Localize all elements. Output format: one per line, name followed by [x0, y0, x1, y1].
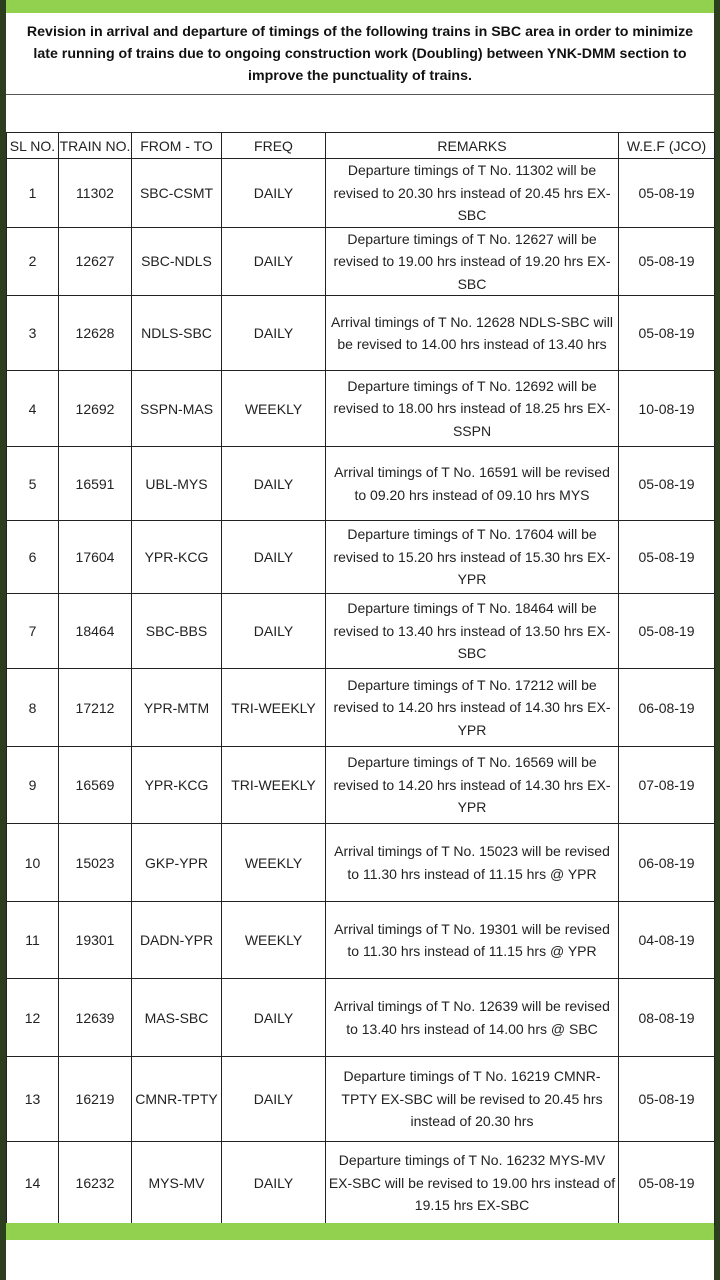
cell-freq: DAILY: [222, 447, 326, 521]
cell-freq: TRI-WEEKLY: [222, 747, 326, 824]
cell-sl-no: 14: [7, 1142, 59, 1225]
cell-wef: 05-08-19: [619, 1142, 715, 1225]
table-row: [7, 447, 715, 521]
cell-wef: 05-08-19: [619, 447, 715, 521]
cell-train-no: 15023: [59, 824, 132, 902]
cell-train-no: 18464: [59, 594, 132, 669]
cell-train-no: 16219: [59, 1057, 132, 1142]
cell-remarks: Departure timings of T No. 16232 MYS-MV EX-SBC will be revised to 19.00 hrs instead of 19.15 hrs EX-SBC: [326, 1142, 619, 1225]
cell-freq: DAILY: [222, 1142, 326, 1225]
cell-remarks: Departure timings of T No. 16219 CMNR-TPTY EX-SBC will be revised to 20.45 hrs instead of 20.30 hrs: [326, 1057, 619, 1142]
cell-train-no: 12639: [59, 979, 132, 1057]
cell-freq: DAILY: [222, 159, 326, 228]
cell-from-to: CMNR-TPTY: [132, 1057, 222, 1142]
cell-remarks: Arrival timings of T No. 15023 will be revised to 11.30 hrs instead of 11.15 hrs @ YPR: [326, 824, 619, 902]
table-header-row: [7, 133, 715, 159]
train-timings-table: [6, 132, 715, 1225]
cell-sl-no: 2: [7, 227, 59, 296]
cell-sl-no: 6: [7, 521, 59, 594]
cell-train-no: 12627: [59, 227, 132, 296]
notice-sheet: [6, 0, 714, 1280]
table-row: [7, 1142, 715, 1225]
table-row: [7, 296, 715, 371]
cell-from-to: MAS-SBC: [132, 979, 222, 1057]
cell-wef: 05-08-19: [619, 296, 715, 371]
notice-title: Revision in arrival and departure of timings of the following trains in SBC area in order to minimize late running of trains due to ongoing construction work (Doubling) between YNK-DMM section to improve the punctuality of trains.: [26, 23, 694, 84]
header-remarks: REMARKS: [326, 133, 619, 159]
cell-sl-no: 4: [7, 371, 59, 447]
cell-from-to: GKP-YPR: [132, 824, 222, 902]
table-row: [7, 747, 715, 824]
cell-freq: WEEKLY: [222, 371, 326, 447]
cell-remarks: Departure timings of T No. 16569 will be revised to 14.20 hrs instead of 14.30 hrs EX- YPR: [326, 747, 619, 824]
header-freq: FREQ: [222, 133, 326, 159]
cell-freq: DAILY: [222, 521, 326, 594]
cell-train-no: 16591: [59, 447, 132, 521]
cell-sl-no: 3: [7, 296, 59, 371]
cell-sl-no: 13: [7, 1057, 59, 1142]
cell-from-to: MYS-MV: [132, 1142, 222, 1225]
cell-freq: WEEKLY: [222, 824, 326, 902]
cell-from-to: YPR-KCG: [132, 747, 222, 824]
cell-remarks: Arrival timings of T No. 12639 will be revised to 13.40 hrs instead of 14.00 hrs @ SBC: [326, 979, 619, 1057]
table-row: [7, 669, 715, 747]
cell-remarks: Arrival timings of T No. 19301 will be revised to 11.30 hrs instead of 11.15 hrs @ YPR: [326, 902, 619, 979]
cell-freq: DAILY: [222, 227, 326, 296]
table-row: [7, 1057, 715, 1142]
cell-sl-no: 12: [7, 979, 59, 1057]
cell-sl-no: 10: [7, 824, 59, 902]
cell-remarks: Departure timings of T No. 17604 will be revised to 15.20 hrs instead of 15.30 hrs EX- YPR: [326, 521, 619, 594]
cell-remarks: Departure timings of T No. 11302 will be revised to 20.30 hrs instead of 20.45 hrs EX-SBC: [326, 159, 619, 228]
cell-from-to: SSPN-MAS: [132, 371, 222, 447]
table-row: [7, 824, 715, 902]
cell-sl-no: 8: [7, 669, 59, 747]
cell-from-to: YPR-MTM: [132, 669, 222, 747]
cell-wef: 04-08-19: [619, 902, 715, 979]
cell-remarks: Departure timings of T No. 12627 will be revised to 19.00 hrs instead of 19.20 hrs EX-SBC: [326, 227, 619, 296]
cell-from-to: DADN-YPR: [132, 902, 222, 979]
cell-wef: 07-08-19: [619, 747, 715, 824]
cell-freq: TRI-WEEKLY: [222, 669, 326, 747]
cell-wef: 06-08-19: [619, 669, 715, 747]
table-row: [7, 979, 715, 1057]
cell-from-to: YPR-KCG: [132, 521, 222, 594]
cell-sl-no: 1: [7, 159, 59, 228]
cell-from-to: NDLS-SBC: [132, 296, 222, 371]
cell-wef: 05-08-19: [619, 227, 715, 296]
cell-wef: 10-08-19: [619, 371, 715, 447]
table-body: [7, 159, 715, 1225]
cell-sl-no: 9: [7, 747, 59, 824]
cell-wef: 06-08-19: [619, 824, 715, 902]
cell-remarks: Departure timings of T No. 17212 will be revised to 14.20 hrs instead of 14.30 hrs EX- YPR: [326, 669, 619, 747]
cell-wef: 05-08-19: [619, 594, 715, 669]
bottom-green-bar: [6, 1223, 714, 1240]
title-box: [6, 13, 714, 95]
cell-freq: DAILY: [222, 979, 326, 1057]
cell-train-no: 19301: [59, 902, 132, 979]
cell-train-no: 16232: [59, 1142, 132, 1225]
table-row: [7, 521, 715, 594]
table-row: [7, 227, 715, 296]
table-row: [7, 371, 715, 447]
header-from-to: FROM - TO: [132, 133, 222, 159]
cell-wef: 08-08-19: [619, 979, 715, 1057]
table-row: [7, 159, 715, 228]
cell-from-to: SBC-NDLS: [132, 227, 222, 296]
cell-train-no: 17212: [59, 669, 132, 747]
cell-train-no: 12628: [59, 296, 132, 371]
cell-wef: 05-08-19: [619, 521, 715, 594]
cell-remarks: Departure timings of T No. 18464 will be revised to 13.40 hrs instead of 13.50 hrs EX- SBC: [326, 594, 619, 669]
cell-freq: DAILY: [222, 594, 326, 669]
cell-freq: DAILY: [222, 296, 326, 371]
cell-from-to: UBL-MYS: [132, 447, 222, 521]
cell-sl-no: 7: [7, 594, 59, 669]
cell-freq: WEEKLY: [222, 902, 326, 979]
header-wef: W.E.F (JCO): [619, 133, 715, 159]
table-row: [7, 902, 715, 979]
cell-sl-no: 11: [7, 902, 59, 979]
cell-from-to: SBC-BBS: [132, 594, 222, 669]
cell-train-no: 12692: [59, 371, 132, 447]
cell-freq: DAILY: [222, 1057, 326, 1142]
cell-train-no: 11302: [59, 159, 132, 228]
top-green-bar: [6, 0, 714, 13]
header-train-no: TRAIN NO.: [59, 133, 132, 159]
cell-from-to: SBC-CSMT: [132, 159, 222, 228]
cell-wef: 05-08-19: [619, 159, 715, 228]
cell-remarks: Arrival timings of T No. 12628 NDLS-SBC will be revised to 14.00 hrs instead of 13.40 hrs: [326, 296, 619, 371]
cell-wef: 05-08-19: [619, 1057, 715, 1142]
cell-train-no: 16569: [59, 747, 132, 824]
cell-remarks: Departure timings of T No. 12692 will be revised to 18.00 hrs instead of 18.25 hrs EX- SSPN: [326, 371, 619, 447]
cell-remarks: Arrival timings of T No. 16591 will be revised to 09.20 hrs instead of 09.10 hrs MYS: [326, 447, 619, 521]
cell-train-no: 17604: [59, 521, 132, 594]
table-row: [7, 594, 715, 669]
header-sl-no: SL NO.: [7, 133, 59, 159]
cell-sl-no: 5: [7, 447, 59, 521]
